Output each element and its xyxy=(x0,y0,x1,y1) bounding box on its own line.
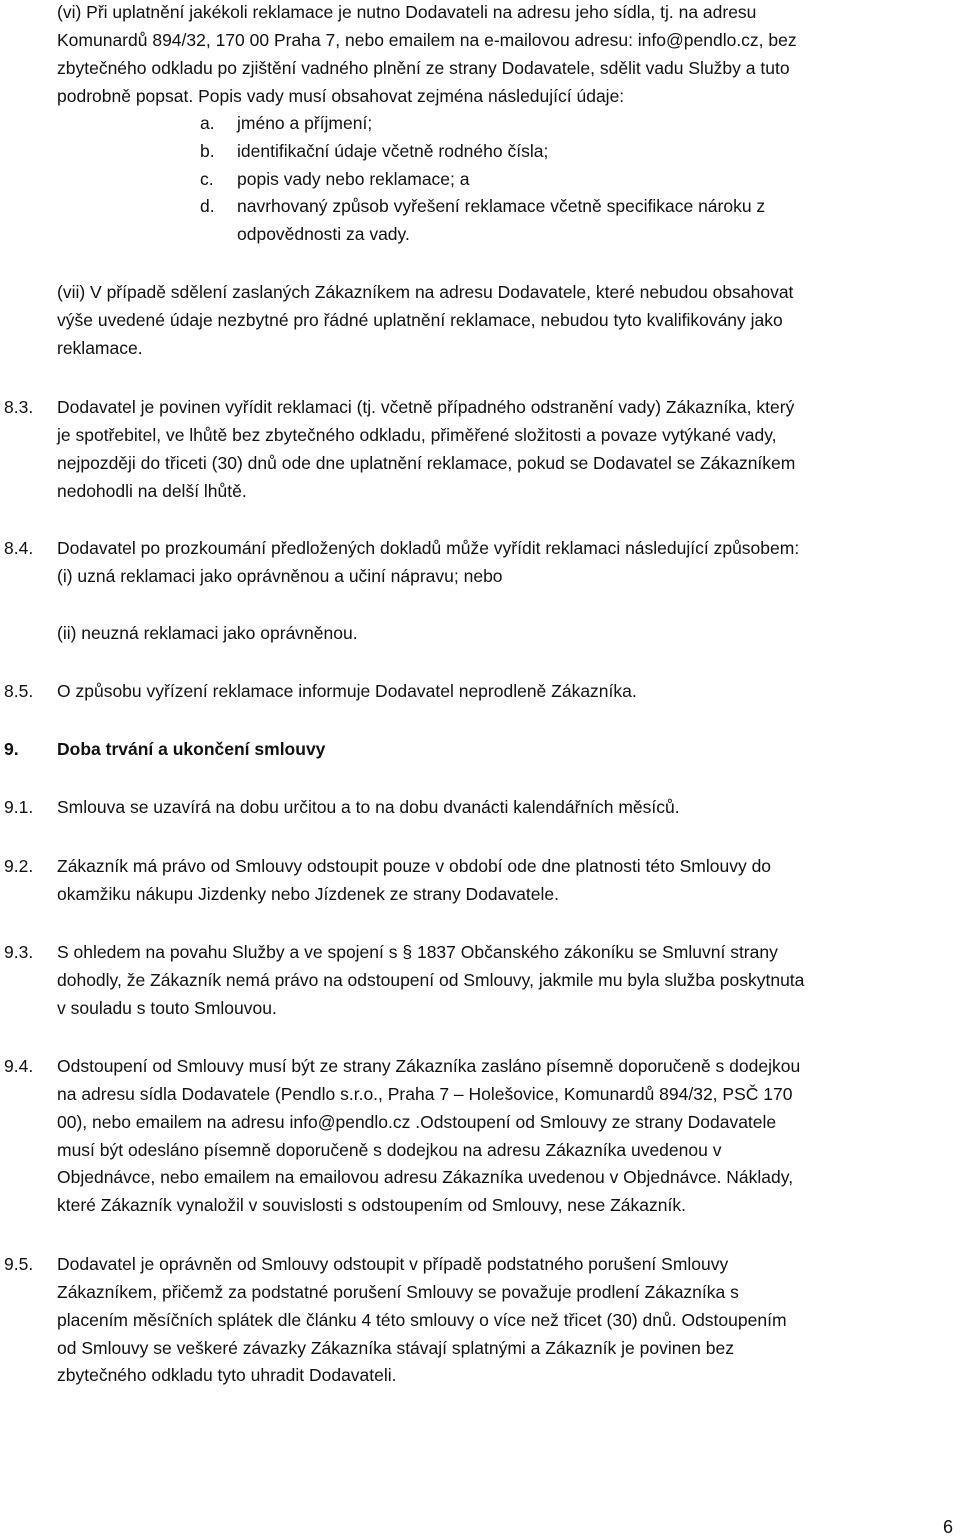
para-vii-line-3: reklamace. xyxy=(57,338,143,358)
list-item-d-line-1: navrhovaný způsob vyřešení reklamace včetně specifikace nároku z xyxy=(237,196,766,216)
para-vii-line-2: výše uvedené údaje nezbytné pro řádné uplatnění reklamace, nebudou tyto kvalifikovány jako xyxy=(57,310,783,330)
section-9-1-line-1: Smlouva se uzavírá na dobu určitou a to na dobu dvanácti kalendářních měsíců. xyxy=(57,797,680,817)
list-item-c: popis vady nebo reklamace; a xyxy=(237,169,470,189)
section-9-5-number: 9.5. xyxy=(4,1254,34,1274)
section-9-1-number: 9.1. xyxy=(4,797,34,817)
section-8-4-number: 8.4. xyxy=(4,538,34,558)
para-vi-line-3: zbytečného odkladu po zjištění vadného plnění ze strany Dodavatele, sdělit vadu Služby a tuto xyxy=(57,58,790,78)
section-9-number: 9. xyxy=(4,739,19,759)
list-item-b: identifikační údaje včetně rodného čísla; xyxy=(237,141,549,161)
section-9-4-line-2: na adresu sídla Dodavatele (Pendlo s.r.o., Praha 7 – Holešovice, Komunardů 894/32, PSČ 170 xyxy=(57,1084,793,1104)
section-9-5-line-3: placením měsíčních splátek dle článku 4 této smlouvy o více než třicet (30) dnů. Odstoupením xyxy=(57,1310,787,1330)
section-9-3-line-2: dohodly, že Zákazník nemá právo na odstoupení od Smlouvy, jakmile mu byla služba poskytnuta xyxy=(57,970,805,990)
section-9-5-line-5: zbytečného odkladu tyto uhradit Dodavateli. xyxy=(57,1365,397,1385)
section-9-2-line-1: Zákazník má právo od Smlouvy odstoupit pouze v období ode dne platnosti této Smlouvy do xyxy=(57,856,772,876)
section-9-4-number: 9.4. xyxy=(4,1056,34,1076)
section-9-4-line-1: Odstoupení od Smlouvy musí být ze strany Zákazníka zasláno písemně doporučeně s dodejkou xyxy=(57,1056,801,1076)
section-9-3-line-1: S ohledem na povahu Služby a ve spojení s § 1837 Občanského zákoníku se Smluvní strany xyxy=(57,942,778,962)
section-8-4-option-ii: (ii) neuzná reklamaci jako oprávněnou. xyxy=(57,623,358,643)
para-vi-line-1: (vi) Při uplatnění jakékoli reklamace je nutno Dodavateli na adresu jeho sídla, tj. na adresu xyxy=(57,2,757,22)
para-vii-line-1: (vii) V případě sdělení zaslaných Zákazníkem na adresu Dodavatele, které nebudou obsahovat xyxy=(57,282,794,302)
section-9-5-line-2: Zákazníkem, přičemž za podstatné porušení Smlouvy se považuje prodlení Zákazníka s xyxy=(57,1282,739,1302)
section-8-3-line-3: nejpozději do třiceti (30) dnů ode dne uplatnění reklamace, pokud se Dodavatel se Zákazníkem xyxy=(57,453,796,473)
section-8-4-option-i: (i) uzná reklamaci jako oprávněnou a učiní nápravu; nebo xyxy=(57,566,503,586)
list-marker-d: d. xyxy=(200,196,215,216)
section-9-4-line-4: musí být odesláno písemně doporučeně s dodejkou na adresu Zákazníka uvedenou v xyxy=(57,1140,722,1160)
section-9-4-line-5: Objednávce, nebo emailem na emailovou adresu Zákazníka uvedenou v Objednávce. Náklady, xyxy=(57,1167,794,1187)
section-9-4-line-3: 00), nebo emailem na adresu info@pendlo.cz .Odstoupení od Smlouvy ze strany Dodavatele xyxy=(57,1112,777,1132)
list-marker-c: c. xyxy=(200,169,214,189)
section-9-3-line-3: v souladu s touto Smlouvou. xyxy=(57,998,277,1018)
section-8-5-number: 8.5. xyxy=(4,681,34,701)
section-9-2-number: 9.2. xyxy=(4,856,34,876)
section-8-3-line-1: Dodavatel je povinen vyřídit reklamaci (tj. včetně případného odstranění vady) Zákazníka, který xyxy=(57,397,795,417)
list-item-a: jméno a příjmení; xyxy=(237,113,373,133)
section-9-5-line-4: od Smlouvy se veškeré závazky Zákazníka stávají splatnými a Zákazník je povinen bez xyxy=(57,1338,734,1358)
section-8-3-line-2: je spotřebitel, ve lhůtě bez zbytečného odkladu, přiměřené složitosti a povaze vytýkané vady, xyxy=(57,425,777,445)
list-marker-a: a. xyxy=(200,113,215,133)
section-9-3-number: 9.3. xyxy=(4,942,34,962)
list-marker-b: b. xyxy=(200,141,215,161)
page-number: 6 xyxy=(943,1517,954,1537)
list-item-d-line-2: odpovědnosti za vady. xyxy=(237,224,410,244)
section-9-5-line-1: Dodavatel je oprávněn od Smlouvy odstoupit v případě podstatného porušení Smlouvy xyxy=(57,1254,729,1274)
section-9-2-line-2: okamžiku nákupu Jizdenky nebo Jízdenek ze strany Dodavatele. xyxy=(57,884,559,904)
section-9-4-line-6: které Zákazník vynaložil v souvislosti s odstoupením od Smlouvy, nese Zákazník. xyxy=(57,1195,686,1215)
section-9-title: Doba trvání a ukončení smlouvy xyxy=(57,739,326,759)
section-8-3-number: 8.3. xyxy=(4,397,34,417)
section-8-3-line-4: nedohodli na delší lhůtě. xyxy=(57,481,247,501)
para-vi-line-2: Komunardů 894/32, 170 00 Praha 7, nebo emailem na e-mailovou adresu: info@pendlo.cz, bez xyxy=(57,30,797,50)
section-8-4-line-1: Dodavatel po prozkoumání předložených dokladů může vyřídit reklamaci následující způsobem: xyxy=(57,538,800,558)
para-vi-line-4: podrobně popsat. Popis vady musí obsahovat zejména následující údaje: xyxy=(57,86,625,106)
section-8-5-line-1: O způsobu vyřízení reklamace informuje Dodavatel neprodleně Zákazníka. xyxy=(57,681,637,701)
